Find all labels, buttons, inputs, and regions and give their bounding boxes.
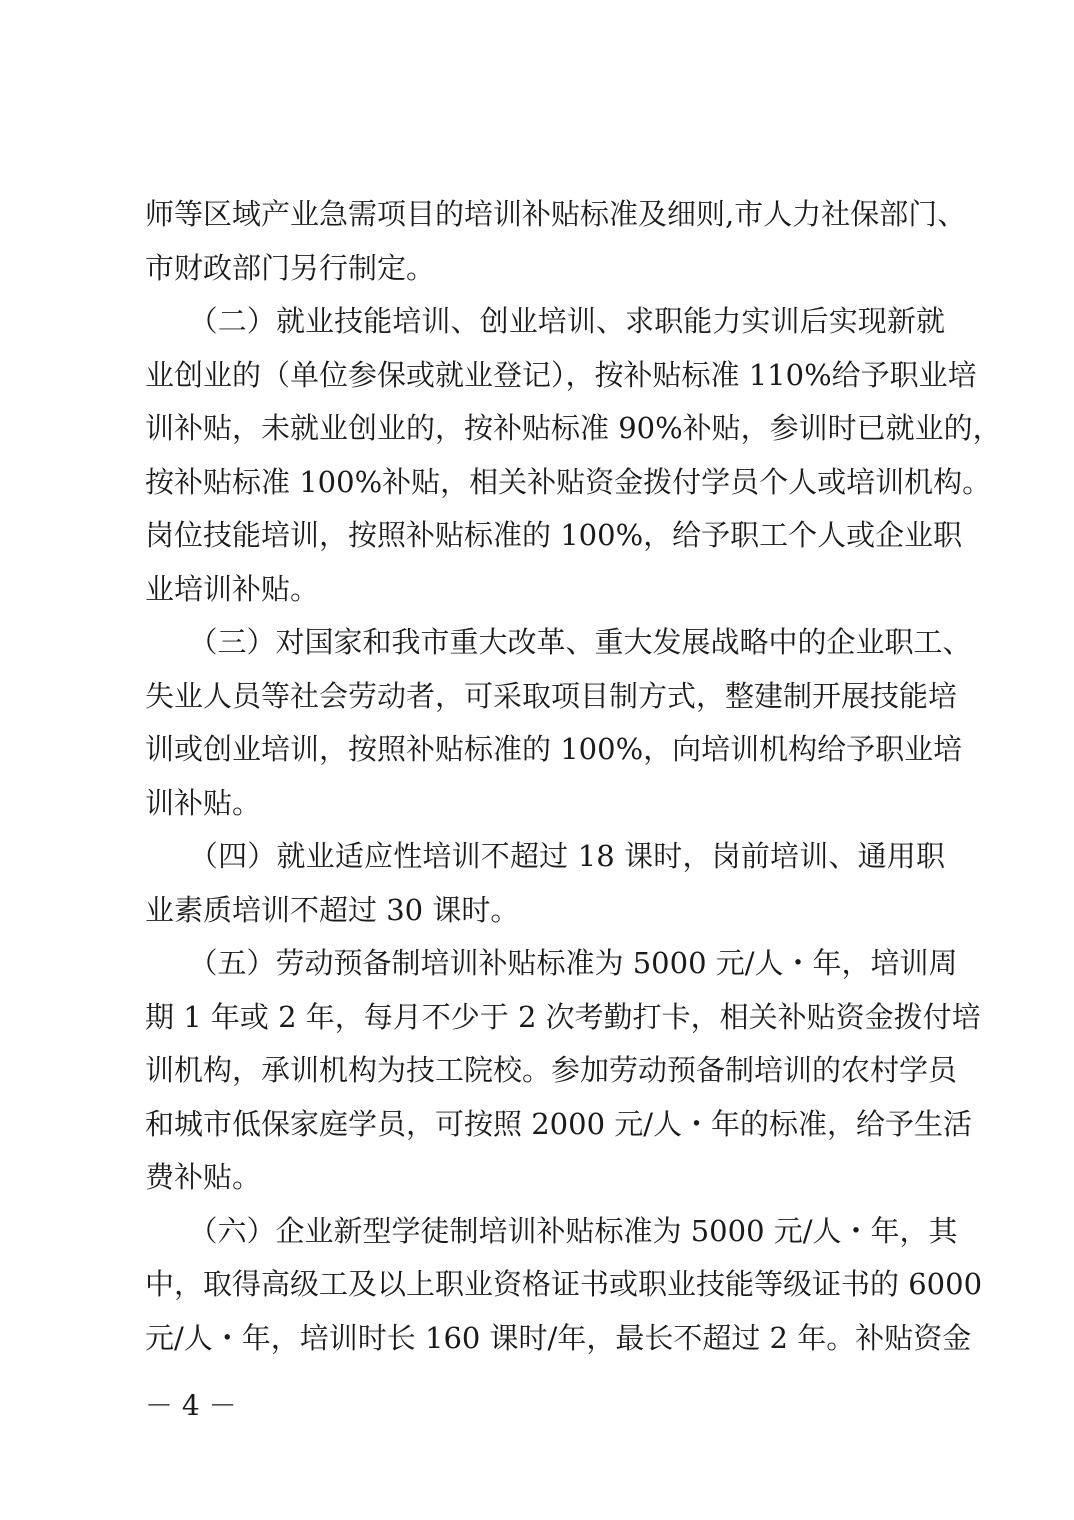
text-line: 失业人员等社会劳动者，可采取项目制方式，整建制开展技能培 [145,678,958,713]
text-line: 业创业的（单位参保或就业登记），按补贴标准 110%给予职业培 [145,357,977,392]
text-line: （二）就业技能培训、创业培训、求职能力实训后实现新就 [145,304,945,338]
text-line: 训补贴，未就业创业的，按补贴标准 90%补贴，参训时已就业的， [145,411,1002,445]
text-line: 元/人・年，培训时长 160 课时/年，最长不超过 2 年。补贴资金 [145,1320,972,1355]
text-line: 岗位技能培训，按照补贴标准的 100%，给予职工个人或企业职 [145,518,963,552]
text-line: 按补贴标准 100%补贴，相关补贴资金拨付学员个人或培训机构。 [145,464,992,499]
page-number: － 4 － [145,1389,237,1422]
text-line: 中，取得高级工及以上职业资格证书或职业技能等级证书的 6000 [145,1267,983,1301]
text-line: 市财政部门另行制定。 [145,250,436,285]
text-line: （五）劳动预备制培训补贴标准为 5000 元/人・年，培训周 [145,946,958,980]
text-line: 期 1 年或 2 年，每月不少于 2 次考勤打卡，相关补贴资金拨付培 [145,999,981,1034]
text-line: （三）对国家和我市重大改革、重大发展战略中的企业职工、 [145,625,972,659]
body-text [145,188,1002,1365]
text-line: （四）就业适应性培训不超过 18 课时，岗前培训、通用职 [145,839,945,873]
text-line: 训或创业培训，按照补贴标准的 100%，向培训机构给予职业培 [145,732,963,766]
text-line: 业素质培训不超过 30 课时。 [145,892,520,927]
text-line: 训机构，承训机构为技工院校。参加劳动预备制培训的农村学员 [145,1053,958,1087]
text-line: （六）企业新型学徒制培训补贴标准为 5000 元/人・年，其 [145,1213,958,1248]
text-line: 费补贴。 [145,1160,262,1194]
text-line: 训补贴。 [145,785,262,820]
text-line: 师等区域产业急需项目的培训补贴标准及细则,市人力社保部门、 [145,197,967,231]
text-line: 和城市低保家庭学员，可按照 2000 元/人・年的标准，给予生活 [145,1106,973,1141]
text-line: 业培训补贴。 [145,571,320,606]
